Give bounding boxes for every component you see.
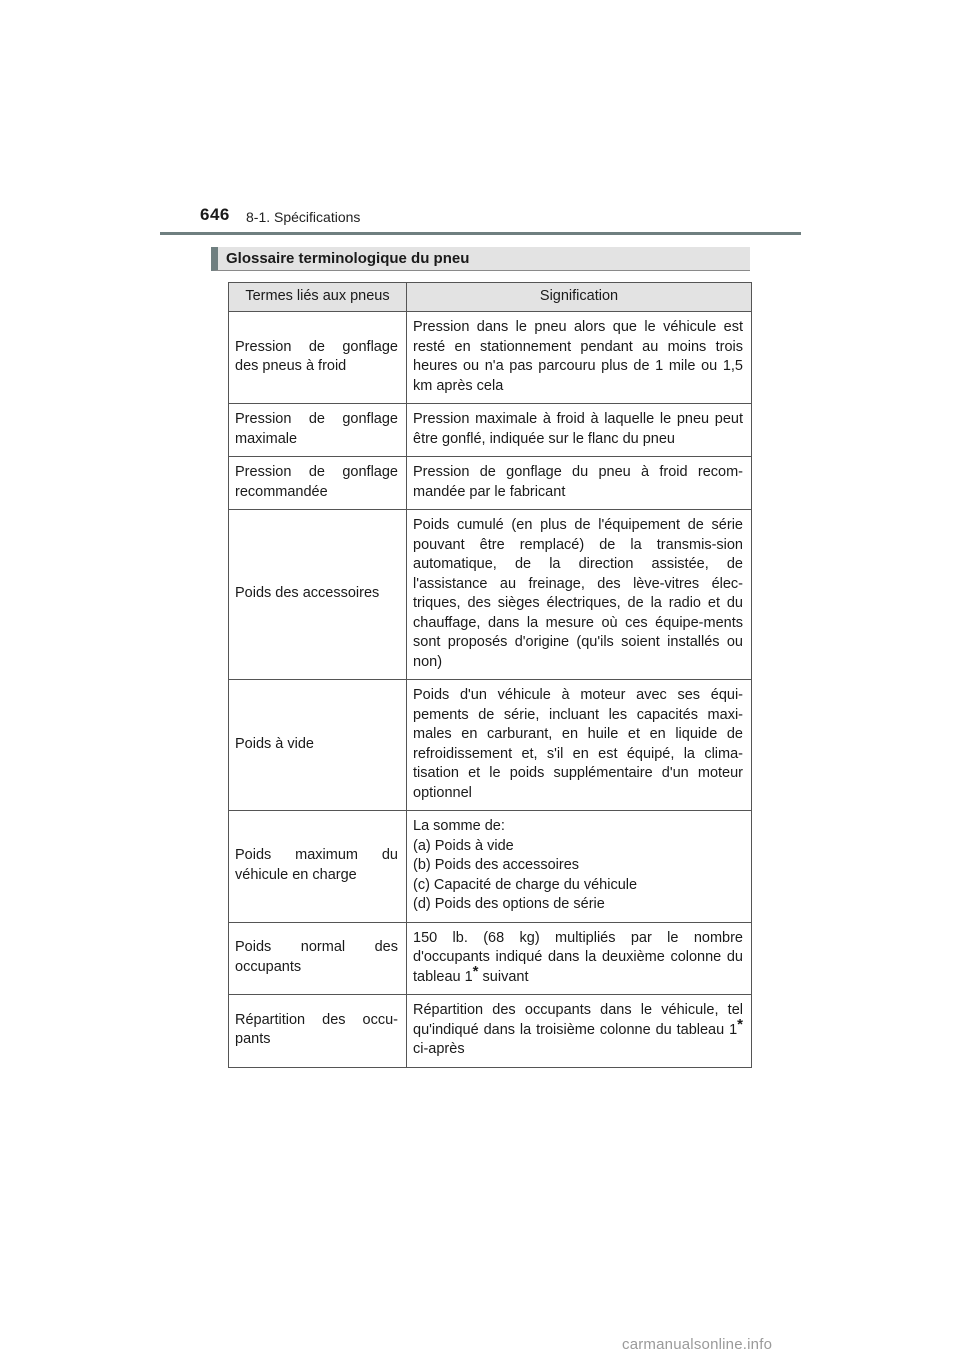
meaning-text: Répartition des occupants dans le véhicule, tel qu'indiqué dans la troisième colonne du tableau 1 [413,1002,743,1038]
meaning-line: (b) Poids des accessoires [413,857,580,873]
term-cell: Pression de gonflage des pneus à froid [229,312,407,404]
header-divider [160,232,801,235]
meaning-text-end: ci-après [413,1041,465,1057]
footnote-asterisk: * [737,1015,743,1033]
footnote-asterisk: * [472,962,479,980]
table-row [229,312,752,404]
column-header-terms: Termes liés aux pneus [229,283,407,312]
meaning-line: (a) Poids à vide [413,837,514,854]
term-cell: Poids normal des occupants [229,922,407,995]
table-header-row [229,283,752,312]
term-cell: Pression de gonflage maximale [229,404,407,457]
term-cell: Répartition des occu-pants [229,995,407,1068]
meaning-cell: Poids d'un véhicule à moteur avec ses équi-pements de série, incluant les capacités maxi-males en carburant, en huile et en liquide de refroidissement et, s'il en est équipé, la clima-tisation et le poids supplémentaire d'un moteur optionnel [407,680,752,811]
meaning-line: (c) Capacité de charge du véhicule [413,876,638,893]
glossary-heading: Glossaire terminologique du pneu [211,247,750,271]
table-row [229,404,752,457]
meaning-cell [407,811,752,923]
term-cell: Pression de gonflage recommandée [229,457,407,510]
meaning-cell: Poids cumulé (en plus de l'équipement de série pouvant être remplacé) de la transmis-sion automatique, de la direction assistée, de l'assistance au freinage, des lève-vitres élec-triques, des sièges électriques, de la radio et du chauffage, dans la mesure où ces équipe-ments sont proposés d'origine (qu'ils soient installés ou non) [407,510,752,680]
meaning-cell: Pression maximale à froid à laquelle le pneu peut être gonflé, indiquée sur le flanc du pneu [407,404,752,457]
table-row [229,680,752,811]
tire-glossary-table [228,282,752,1068]
table-row [229,811,752,923]
table-row [229,995,752,1068]
meaning-cell: Pression dans le pneu alors que le véhicule est resté en stationnement pendant au moins trois heures ou n'a pas parcouru plus de 1 mile ou 1,5 km après cela [407,312,752,404]
table-row [229,510,752,680]
term-cell: Poids à vide [229,680,407,811]
meaning-cell [407,995,752,1068]
meaning-line: (d) Poids des options de série [413,896,605,912]
meaning-line: La somme de: [413,818,505,834]
meaning-text-end: suivant [478,968,529,985]
watermark: carmanualsonline.info [622,1336,773,1353]
table-row [229,457,752,510]
page-number: 646 [200,205,230,224]
table-row [229,922,752,995]
term-cell: Poids des accessoires [229,510,407,680]
section-label: 8-1. Spécifications [246,209,361,225]
column-header-meaning: Signification [407,283,752,312]
meaning-cell [407,922,752,995]
meaning-text: 150 lb. (68 kg) multipliés par le nombre d'occupants indiqué dans la deuxième colonne du tableau 1 [413,929,743,985]
term-cell: Poids maximum du véhicule en charge [229,811,407,923]
meaning-cell: Pression de gonflage du pneu à froid recom-mandée par le fabricant [407,457,752,510]
